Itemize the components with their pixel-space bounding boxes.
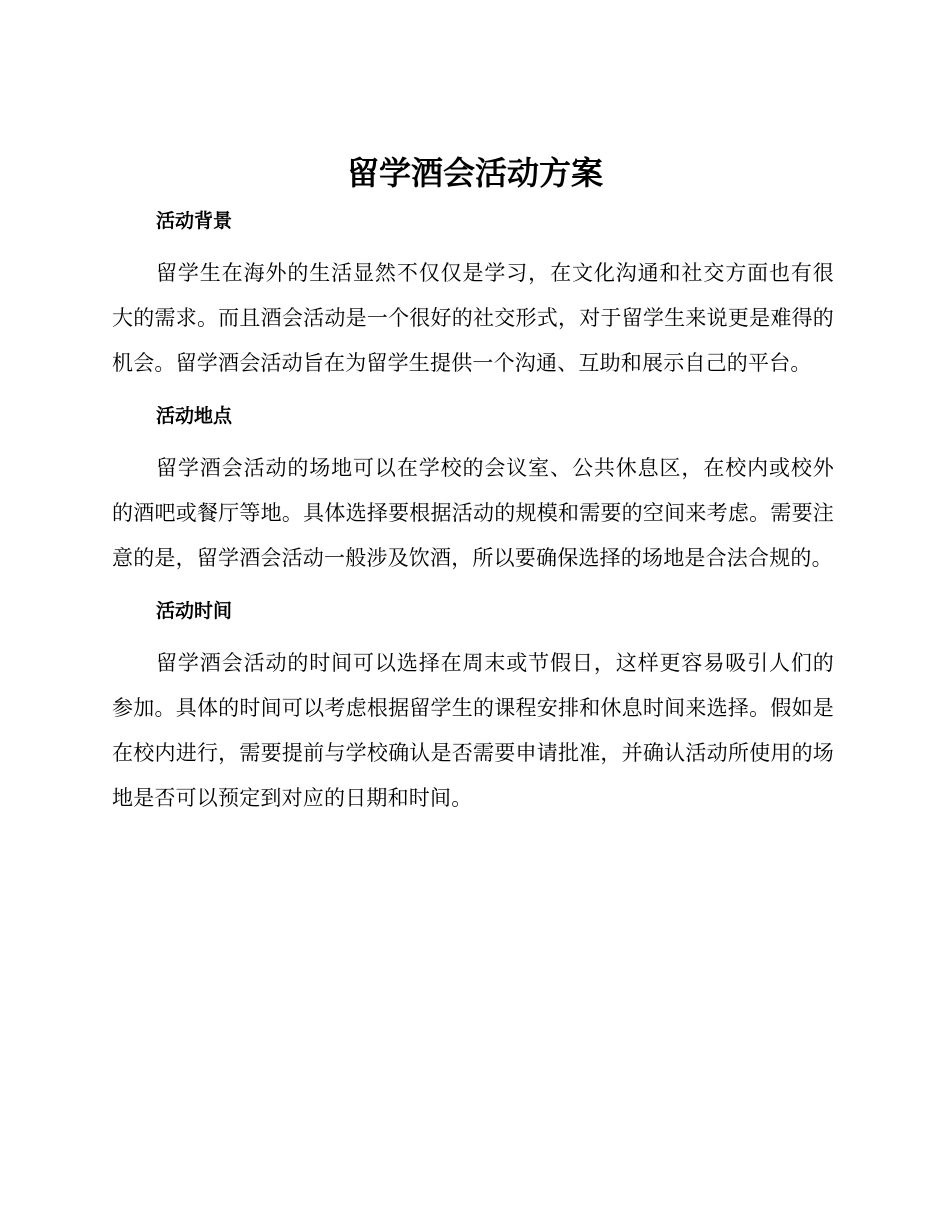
section-location (112, 399, 834, 581)
section-paragraph: 留学生在海外的生活显然不仅仅是学习，在文化沟通和社交方面也有很大的需求。而且酒会活动是一个很好的社交形式，对于留学生来说更是难得的机会。留学酒会活动旨在为留学生提供一个沟通、互助和展示自己的平台。 (112, 261, 834, 375)
document-title: 留学酒会活动方案 (346, 154, 603, 192)
section-heading: 活动背景 (156, 210, 233, 232)
document-content (112, 204, 834, 821)
section-paragraph: 留学酒会活动的场地可以在学校的会议室、公共休息区，在校内或校外的酒吧或餐厅等地。具体选择要根据活动的规模和需要的空间来考虑。需要注意的是，留学酒会活动一般涉及饮酒，所以要确保选择的场地是合法合规的。 (112, 456, 834, 570)
section-paragraph: 留学酒会活动的时间可以选择在周末或节假日，这样更容易吸引人们的参加。具体的时间可以考虑根据留学生的课程安排和休息时间来选择。假如是在校内进行，需要提前与学校确认是否需要申请批准，并确认活动所使用的场地是否可以预定到对应的日期和时间。 (112, 651, 834, 810)
section-background (112, 204, 834, 386)
section-heading: 活动地点 (156, 405, 233, 427)
section-time (112, 594, 834, 821)
section-heading: 活动时间 (156, 600, 233, 622)
